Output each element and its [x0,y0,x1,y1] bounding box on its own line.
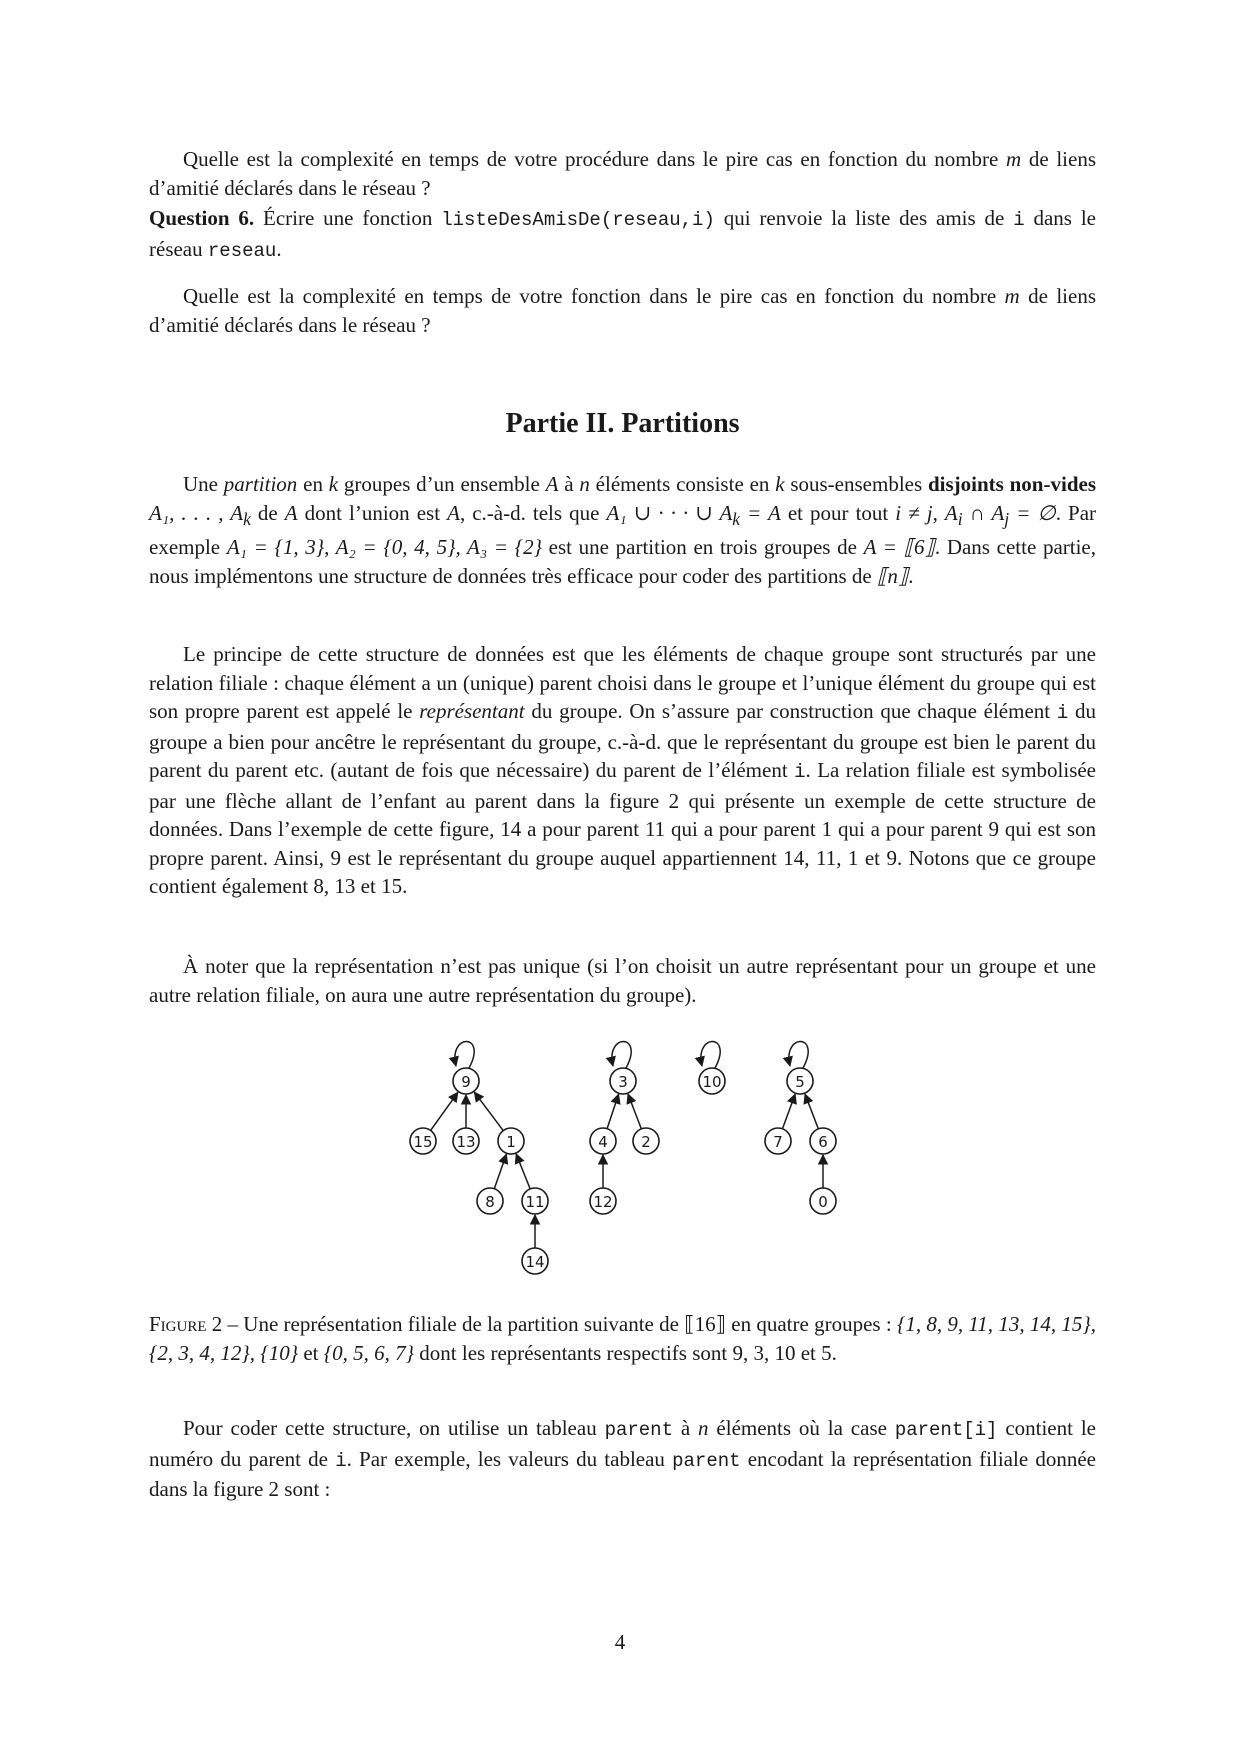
node-5 [787,1068,813,1094]
node-14 [522,1248,548,1274]
node-label: 8 [485,1193,495,1211]
text: encodant la représentation filiale donnée dans la figure 2 sont : [149,1446,1096,1501]
node-label: 0 [818,1193,828,1211]
node-0 [810,1188,836,1214]
node-label: 15 [413,1133,433,1151]
edge-2-to-3 [628,1094,641,1129]
edge-15-to-9 [431,1092,458,1130]
code: parent [604,1419,673,1441]
text: à [558,472,580,496]
node-11 [522,1188,548,1214]
part-title: Partie II. Partitions [505,408,740,439]
math-var: A [284,500,298,525]
node-15 [410,1128,436,1154]
math: {1, 8, 9, 11, 13, 14, 15}, {2, 3, 4, 12}, {10} [149,1312,1096,1365]
node-label: 10 [702,1073,722,1091]
math-sub: k [243,508,251,529]
node-1 [498,1128,524,1154]
text: . [908,563,914,588]
text: Pour coder cette structure, on utilise un tableau [183,1416,605,1440]
node-9 [453,1068,479,1094]
text: de liens d’amitié déclarés dans le réseau ? [149,284,1096,337]
text: Quelle est la complexité en temps de votre fonction dans le pire cas en fonction du nombre [183,284,997,308]
math-var: m [1006,147,1022,171]
node-label: 4 [598,1133,608,1151]
text: en [297,472,329,496]
self-loop-10 [701,1041,720,1068]
text: du groupe. On s’assure par construction que chaque élément [524,699,1057,723]
text: . Dans cette partie, nous implémentons une structure de données très efficace pour coder des partitions de [149,535,1096,588]
node-4 [590,1128,616,1154]
code: parent[i] [894,1419,998,1441]
self-loop-5 [789,1041,808,1068]
text: , [932,500,945,525]
bold-term: disjoints non-vides [927,472,1096,496]
node-13 [453,1128,479,1154]
math-var: k [328,472,339,496]
code: i [335,1449,347,1472]
node-label: 2 [641,1133,651,1151]
math: {0, 5, 6, 7} [323,1340,415,1365]
node-6 [810,1128,836,1154]
math: A₁, . . . , A [149,500,244,525]
math-var: A [545,472,559,496]
text: . Par exemple, les valeurs du tableau [346,1446,673,1471]
edge-11-to-1 [516,1154,530,1189]
text: qui renvoie la liste des amis de [714,206,1014,230]
text: , c.-à-d. tels que [459,500,607,525]
text: de [250,500,285,525]
node-12 [590,1188,616,1214]
text: et pour tout [780,500,896,525]
node-label: 13 [456,1133,476,1151]
code: parent [672,1449,741,1472]
node-label: 14 [525,1253,545,1271]
text: Écrire une fonction [254,206,442,230]
code: reseau [207,239,277,262]
node-label: 3 [618,1073,628,1091]
self-loop-9 [455,1041,474,1068]
math-var: n [579,472,590,496]
caption-label: Figure 2 [149,1312,223,1336]
text: dont les représentants respectifs sont 9, 3, 10 et 5. [414,1340,837,1365]
math: = A [740,500,781,525]
code: i [1013,209,1025,231]
paragraph-parent-array [149,1414,1096,1504]
emphasis: représentant [419,699,525,723]
text: de liens d’amitié déclarés dans le réseau ? [149,147,1096,200]
text: du groupe a bien pour ancêtre le représentant du groupe, c.-à-d. que le représentant du groupe est bien le parent du parent du parent etc. (autant de fois que nécessaire) du parent de l’élément [149,699,1097,782]
text: dans le réseau [149,206,1097,261]
math-sub: j [1004,508,1010,529]
edge-4-to-3 [607,1094,618,1128]
text: et [298,1340,324,1365]
text: – Une représentation filiale de la partition suivante de ⟦16⟧ en quatre groupes : [222,1312,897,1336]
math-sub: i [957,508,963,529]
text: Une [183,472,224,496]
self-loop-3 [612,1041,631,1068]
node-label: 5 [795,1073,805,1091]
math-var: k [775,472,785,496]
math-var: n [698,1416,709,1440]
text: contient le numéro du parent de [149,1416,1096,1471]
math: A = ⟦6⟧ [863,535,935,560]
edge-8-to-1 [494,1154,506,1189]
code: i [1056,702,1069,724]
text: . Par exemple [149,500,1097,560]
node-label: 1 [506,1133,516,1151]
text: éléments consiste en [589,472,776,496]
node-label: 7 [773,1133,783,1151]
text: sous-ensembles [784,472,928,496]
node-label: 9 [461,1073,471,1091]
text: groupes d’un ensemble [338,472,546,496]
node-3 [610,1068,636,1094]
math: = ∅ [1009,500,1056,525]
text: à [672,1416,699,1440]
math-var: m [1004,284,1020,308]
node-10 [699,1068,725,1094]
text: éléments où la case [708,1416,895,1440]
code: listeDesAmisDe(reseau,i) [441,209,715,231]
emphasis: partition [223,472,298,496]
node-label: 11 [525,1193,545,1211]
text: Le principe de cette structure de données est que les éléments de chaque groupe sont structurés par une relation filiale : chaque élément a un (unique) parent choisi dans le groupe et l’unique élément du groupe qui est son propre parent est appelé le [149,642,1096,723]
math-var: A [447,500,460,525]
math: A₁ ∪ · · · ∪ A [606,500,733,525]
math: ⟦n⟧ [876,563,909,588]
page-number: 4 [614,1630,626,1654]
code: i [794,761,806,783]
figure-caption [149,1310,1096,1367]
math: i ≠ j [895,500,933,525]
text: À noter que la représentation n’est pas unique (si l’on choisit un autre représentant pour un groupe et une autre relation filiale, on aura une autre représentation du groupe). [149,954,1096,1007]
math: A [944,500,958,525]
text: . La relation filiale est symbolisée par une flèche allant de l’enfant au parent dans la figure 2 qui présente un exemple de cette structure de données. Dans l’exemple de cette figure, 14 a pour parent 11 qui a pour parent 1 qui a pour parent 9 qui est son propre parent. Ainsi, 9 est le représentant du groupe auquel appartiennent 14, 11, 1 et 9. Notons que ce groupe contient également 8, 13 et 15. [149,758,1097,898]
math-sub: k [732,508,741,529]
node-8 [477,1188,503,1214]
text: dont l’union est [297,500,448,525]
node-7 [765,1128,791,1154]
node-2 [633,1128,659,1154]
edge-6-to-5 [805,1094,818,1129]
math: A₁ = {1, 3}, A₂ = {0, 4, 5}, A₃ = {2} [226,535,542,560]
edge-1-to-9 [474,1092,503,1130]
node-label: 12 [593,1193,613,1211]
edge-7-to-5 [782,1094,795,1129]
text: . [276,236,282,261]
node-label: 6 [818,1133,828,1151]
text: est une partition en trois groupes de [541,535,864,560]
text: Quelle est la complexité en temps de votre procédure dans le pire cas en fonction du nombre [183,147,999,171]
question-label: Question 6. [149,206,255,230]
math: ∩ A [962,500,1005,525]
